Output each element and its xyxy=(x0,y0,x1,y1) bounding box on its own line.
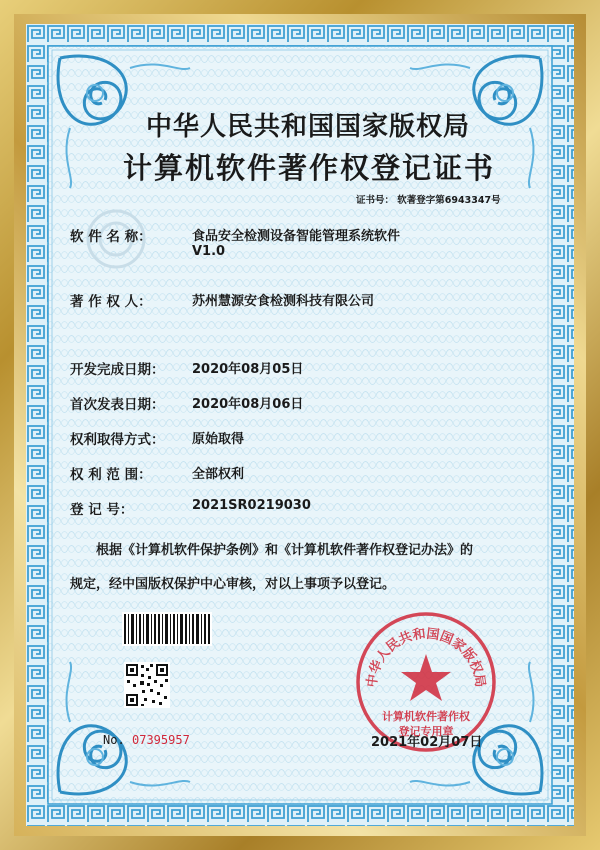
registration-number: 2021SR0219030 xyxy=(192,498,311,513)
pub-date-label: 首次发表日期： xyxy=(70,397,165,413)
pub-date: 2020年08月06日 xyxy=(192,397,304,412)
statement-line-2: 规定，经中国版权保护中心审核，对以上事项予以登记。 xyxy=(70,577,396,592)
software-version: V1.0 xyxy=(192,244,226,259)
serial-number: 07395957 xyxy=(132,733,190,747)
software-name: 食品安全检测设备智能管理系统软件 xyxy=(192,229,401,244)
owner: 苏州慧源安食检测科技有限公司 xyxy=(192,294,375,309)
scope-label: 权 利 范 围： xyxy=(70,467,152,483)
barcode xyxy=(122,612,212,646)
certificate-sheet xyxy=(26,24,574,826)
issue-date: 2021年02月07日 xyxy=(371,735,483,750)
dev-date: 2020年08月05日 xyxy=(192,362,304,377)
serial-label: No. xyxy=(103,733,125,747)
certificate-number: 证书号： 软著登字第6943347号 xyxy=(356,195,501,206)
owner-label: 著 作 权 人： xyxy=(70,294,152,310)
registration-label: 登 记 号： xyxy=(70,502,134,518)
seal-line-1: 计算机软件著作权 xyxy=(382,710,470,723)
statement-line-1: 根据《计算机软件保护条例》和《计算机软件著作权登记办法》的 xyxy=(96,543,474,558)
software-name-label: 软 件 名 称： xyxy=(70,229,152,245)
seal-star-icon xyxy=(401,654,451,701)
dev-date-label: 开发完成日期： xyxy=(70,362,165,378)
seal-ring-text: 中华人民共和国国家版权局 xyxy=(364,626,488,689)
acquisition-label: 权利取得方式： xyxy=(70,432,165,448)
page-title: 计算机软件著作权登记证书 xyxy=(123,151,496,185)
qr-code xyxy=(124,662,170,708)
issuing-authority: 中华人民共和国国家版权局 xyxy=(146,112,471,142)
acquisition: 原始取得 xyxy=(192,432,245,447)
seal-line-2: 登记专用章 xyxy=(398,725,454,738)
scope: 全部权利 xyxy=(192,467,245,482)
